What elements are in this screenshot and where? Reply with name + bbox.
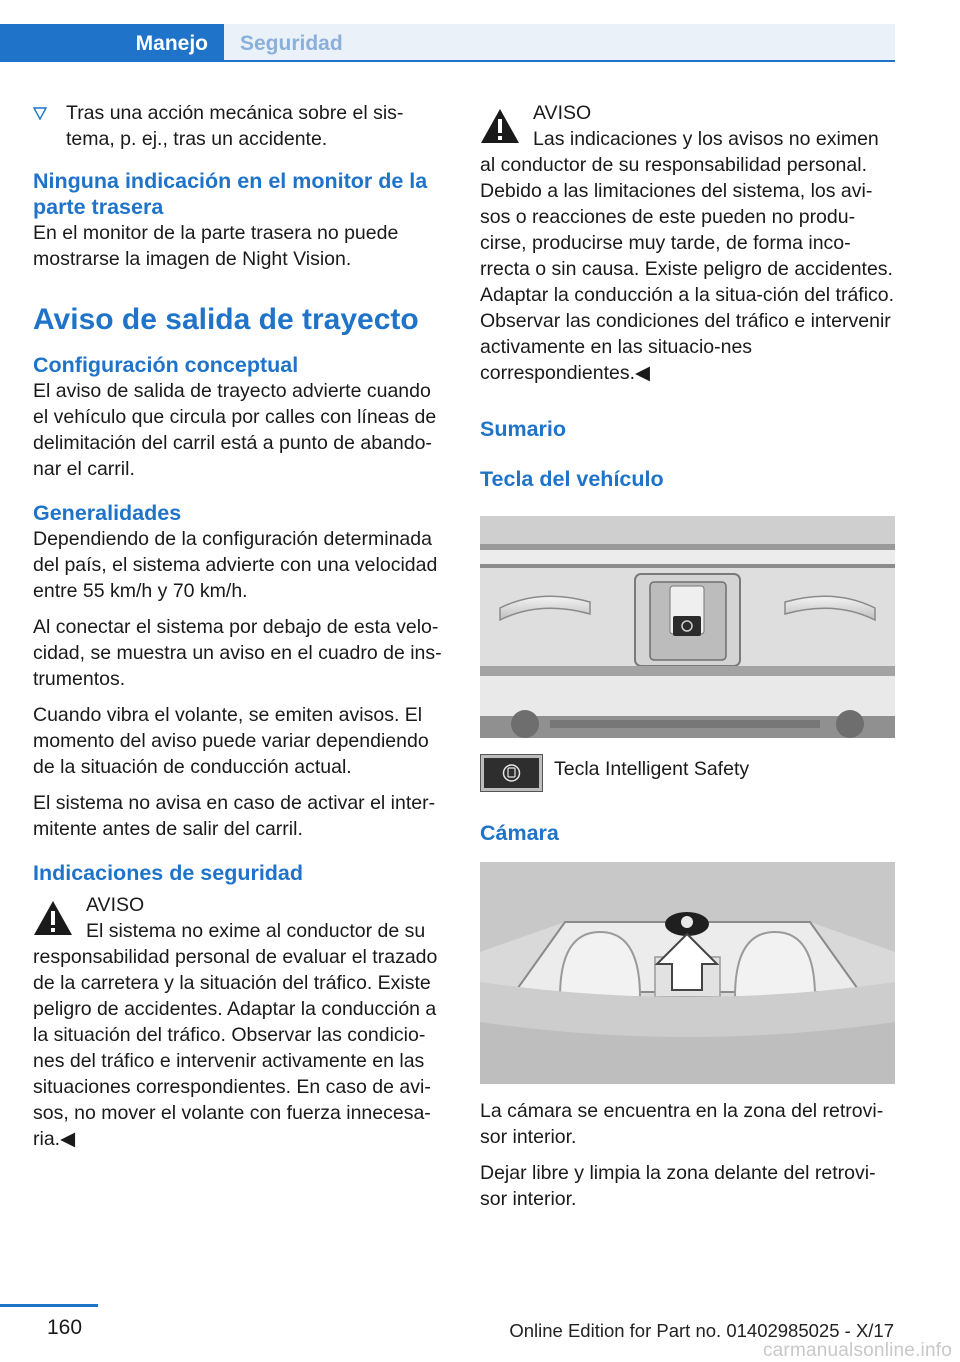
warning-block-left <box>33 892 448 1152</box>
header-tabbar <box>0 24 895 62</box>
warning-title: AVISO <box>533 102 592 124</box>
tab-manejo-label: Manejo <box>135 32 208 55</box>
camera-photo <box>480 862 895 1084</box>
heading-vehicle-button: Tecla del vehículo <box>480 467 664 491</box>
paragraph-camera-1: La cámara se encuentra en la zona del retrovi‐sor interior. <box>480 1100 884 1148</box>
paragraph-no-display: En el monitor de la parte trasera no puede mostrarse la imagen de Night Vision. <box>33 222 399 270</box>
header-rule <box>0 60 895 62</box>
left-column <box>33 100 448 1152</box>
page-number: 160 <box>47 1316 83 1339</box>
triangle-bullet-icon <box>33 107 47 121</box>
footer-rule <box>0 1304 98 1307</box>
warning-text: responsabilidad personal de evaluar el trazado de la carretera y la situación del tráfico. Existe peligro de accidentes. Adaptar la conducción a la situación del tráfico. Observar las condicio‐nes del tráfico e intervenir activamente en las situaciones correspondientes. En caso de avi‐sos, no mover el volante con fuerza innecesa‐ria.◀ <box>33 946 438 1150</box>
right-column <box>480 100 895 1222</box>
dashboard-illustration <box>480 516 895 738</box>
warning-icon <box>480 108 520 144</box>
warning-line: Las indicaciones y los avisos no eximen <box>533 128 879 150</box>
heading-general: Generalidades <box>33 501 182 525</box>
paragraph-concept: El aviso de salida de trayecto advierte cuando el vehículo que circula por calles con líneas de delimitación del carril está a punto de abando‐nar el carril. <box>33 380 437 480</box>
intelligent-safety-button-icon <box>480 754 543 792</box>
warning-block-right <box>480 100 895 386</box>
paragraph-general-2: Al conectar el sistema por debajo de esta velo‐cidad, se muestra un aviso en el cuadro de ins‐trumentos. <box>33 616 442 690</box>
tab-seguridad-label: Seguridad <box>240 32 343 55</box>
heading-concept: Configuración conceptual <box>33 353 299 377</box>
tab-manejo[interactable] <box>0 24 224 62</box>
camera-illustration <box>480 862 895 1084</box>
warning-text: al conductor de su responsabilidad personal. Debido a las limitaciones del sistema, los avi‐sos o reacciones de este pueden no produ‐cirse, producirse muy tarde, de forma inco‐rrecta o sin causa. Existe peligro de accidentes. Adaptar la conducción a la situa‐ción del tráfico. Observar las condiciones del tráfico e intervenir activamente en las situacio‐nes correspondientes.◀ <box>480 154 895 384</box>
warning-title: AVISO <box>86 894 145 916</box>
legend-text: Tecla Intelligent Safety <box>554 758 750 780</box>
paragraph-general-1: Dependiendo de la configuración determinada del país, el sistema advierte con una velocidad entre 55 km/h y 70 km/h. <box>33 528 438 602</box>
heading-summary: Sumario <box>480 417 567 441</box>
paragraph-general-3: Cuando vibra el volante, se emiten avisos. El momento del aviso puede variar dependiendo de la situación de conducción actual. <box>33 704 429 778</box>
legend-intelligent-safety <box>480 754 895 798</box>
edition-text: Online Edition for Part no. 01402985025 - X/17 <box>509 1320 894 1341</box>
warning-icon <box>33 900 73 936</box>
watermark: carmanualsonline.info <box>762 1340 952 1361</box>
bullet-text: Tras una acción mecánica sobre el sis‐tema, p. ej., tras un accidente. <box>66 102 404 150</box>
heading-safety: Indicaciones de seguridad <box>33 861 304 885</box>
page-title: Aviso de salida de trayecto <box>33 303 419 336</box>
warning-line: El sistema no exime al conductor de su <box>86 920 426 942</box>
heading-no-display: Ninguna indicación en el monitor de la parte trasera <box>33 169 428 219</box>
paragraph-camera-2: Dejar libre y limpia la zona delante del retrovi‐sor interior. <box>480 1162 876 1210</box>
bullet-item <box>33 100 448 152</box>
dashboard-button-photo <box>480 516 895 738</box>
paragraph-general-4: El sistema no avisa en caso de activar el inter‐mitente antes de salir del carril. <box>33 792 436 840</box>
heading-camera: Cámara <box>480 821 559 845</box>
tab-seguridad[interactable] <box>224 24 895 62</box>
